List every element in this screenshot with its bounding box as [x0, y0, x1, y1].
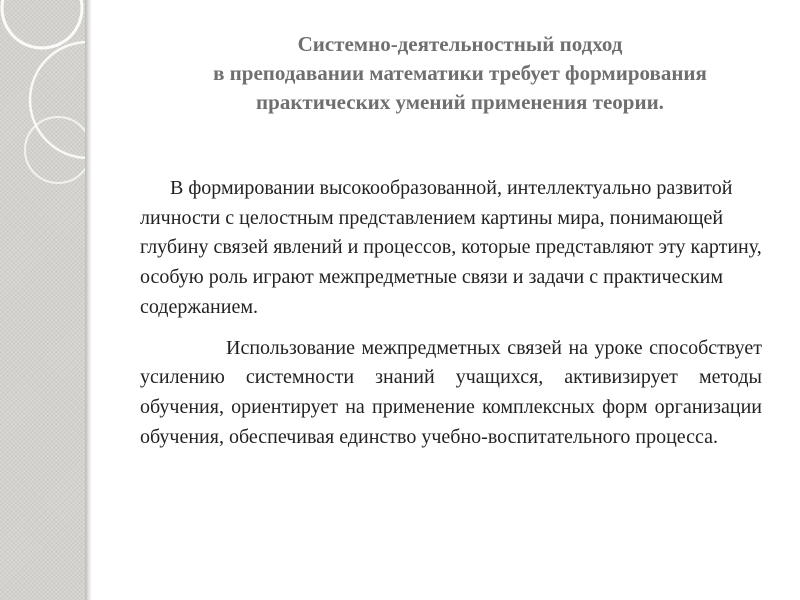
ornament-circle-large: [30, 42, 85, 158]
decorative-side-panel: [0, 0, 85, 600]
ornament-circle-top: [2, 0, 82, 48]
circles-ornament: [0, 0, 85, 600]
slide-title: [120, 30, 800, 117]
title-line-1: Системно-деятельностный подход: [297, 32, 623, 56]
paragraph-1: В формировании высокообразованной, интеллектуально развитой личности с целостным представлением картины мира, понимающей глубину связей явлений и процессов, которые представляют эту картину, особую роль играют межпредметные связи и задачи с практическим содержанием.: [140, 177, 762, 318]
ornament-circle-small: [25, 117, 85, 183]
side-panel-edge: [85, 0, 92, 600]
paragraph-2: Использование межпредметных связей на уроке способствует усилению системности знаний учащихся, активизирует методы обучения, ориентирует на применение комплексных форм организации обучения, обеспечивая единство учебно-воспитательного процесса.: [140, 336, 762, 448]
title-line-3: практических умений применения теории.: [256, 90, 664, 114]
slide-body: [140, 174, 762, 452]
title-line-2: в преподавании математики требует формирования: [213, 61, 707, 85]
